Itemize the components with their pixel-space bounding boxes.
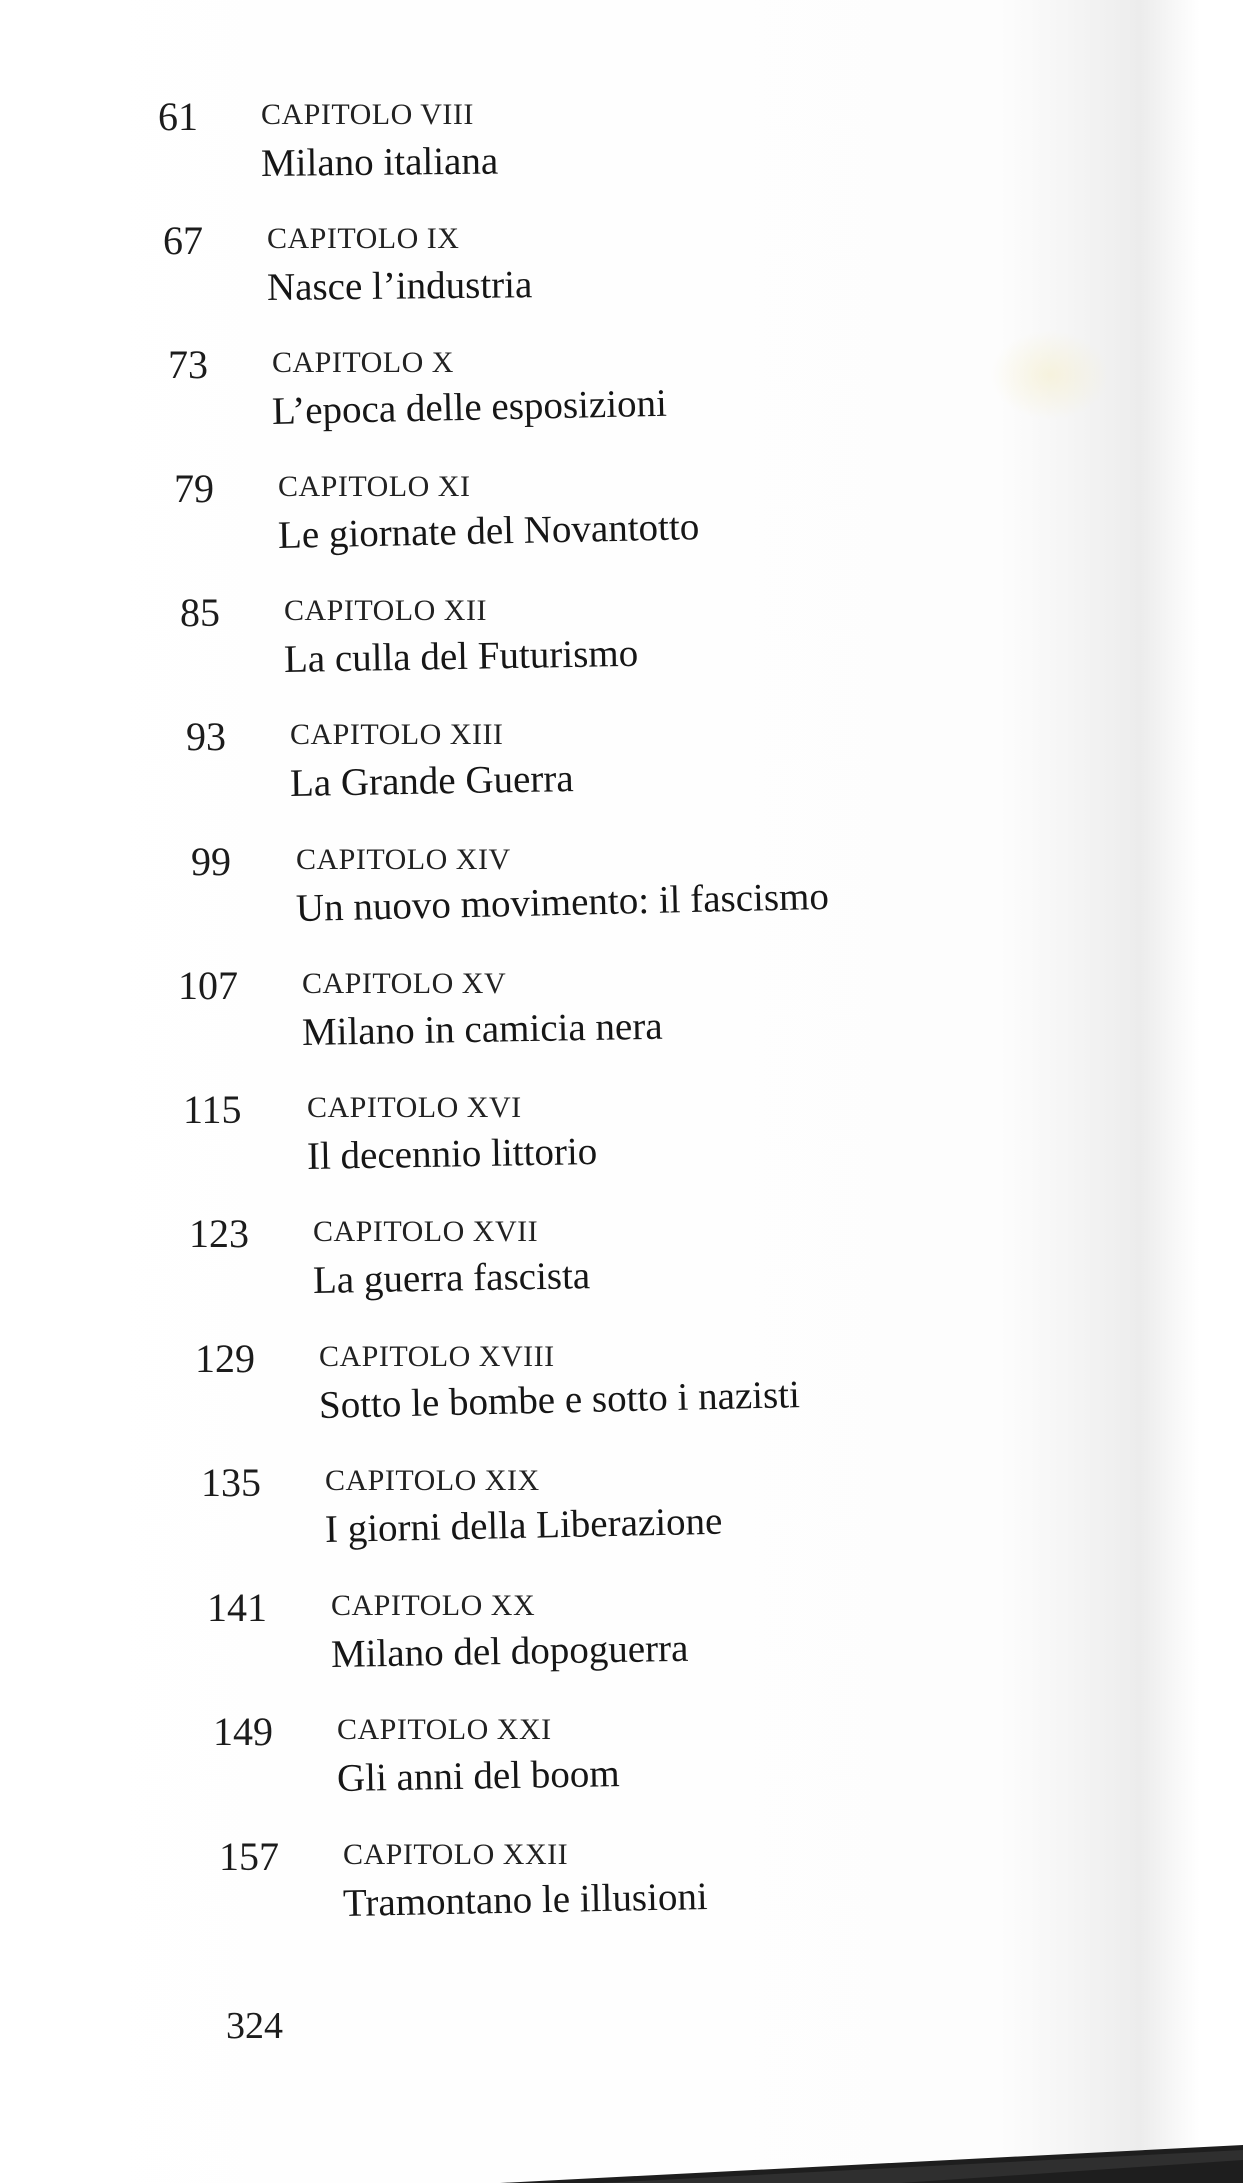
toc-chapter-title: Milano italiana (260, 139, 499, 185)
toc-page-number: 141 (207, 1585, 267, 1630)
toc-chapter-title: Milano del dopoguerra (330, 1626, 689, 1676)
toc-entry (178, 963, 1078, 1086)
toc-page-number: 85 (180, 590, 220, 635)
toc-page-number: 149 (213, 1709, 273, 1754)
toc-entry (158, 94, 1058, 217)
toc-page-number: 135 (201, 1460, 261, 1505)
toc-chapter-title: Il decennio littorio (306, 1129, 598, 1178)
toc-chapter-title: Milano in camicia nera (301, 1004, 663, 1054)
toc-chapter-label: CAPITOLO X (272, 346, 454, 379)
toc-entry (201, 1460, 1101, 1583)
toc-entry (189, 1211, 1089, 1334)
toc-chapter-title: La guerra fascista (312, 1254, 591, 1302)
toc-chapter-label: CAPITOLO XV (302, 967, 507, 1000)
toc-entry (207, 1585, 1107, 1708)
toc-chapter-label: CAPITOLO XVI (307, 1091, 522, 1124)
toc-chapter-label: CAPITOLO XX (331, 1589, 536, 1622)
toc-page-number: 61 (158, 94, 198, 139)
toc-chapter-title: Un nuovo movimento: il fascismo (295, 874, 830, 930)
toc-entry (191, 839, 1091, 962)
toc-chapter-title: Sotto le bombe e sotto i nazisti (318, 1373, 801, 1427)
toc-chapter-label: CAPITOLO XVII (313, 1215, 539, 1248)
toc-chapter-label: CAPITOLO XXI (337, 1713, 552, 1746)
toc-page-number: 73 (168, 342, 208, 387)
toc-entry (186, 714, 1086, 837)
toc-chapter-label: CAPITOLO XI (278, 470, 471, 503)
toc-chapter-label: CAPITOLO XIX (325, 1464, 540, 1497)
toc-entry (219, 1834, 1119, 1957)
toc-page-number: 123 (189, 1211, 249, 1256)
toc-chapter-label: CAPITOLO XIII (290, 718, 504, 751)
toc-chapter-label: CAPITOLO XXII (343, 1838, 569, 1871)
toc-chapter-label: CAPITOLO VIII (261, 98, 474, 131)
toc-page-number: 93 (186, 714, 226, 759)
toc-entry (174, 466, 1074, 589)
toc-entry (183, 1087, 1083, 1210)
toc-chapter-title: La Grande Guerra (289, 757, 574, 805)
toc-entry (168, 342, 1068, 465)
toc-chapter-label: CAPITOLO XII (284, 594, 487, 627)
toc-page-number: 79 (174, 466, 214, 511)
toc-chapter-title: La culla del Futurismo (283, 631, 639, 681)
toc-page-number: 107 (178, 963, 238, 1008)
toc-entry (195, 1336, 1095, 1459)
toc-page-number: 157 (219, 1834, 279, 1879)
toc-page-number: 115 (183, 1087, 242, 1132)
toc-chapter-title: Le giornate del Novantotto (277, 505, 700, 557)
page-number-folio: 324 (226, 2005, 283, 2047)
toc-page-number: 99 (191, 839, 231, 884)
toc-chapter-title: I giorni della Liberazione (324, 1499, 723, 1551)
toc-chapter-label: CAPITOLO XIV (296, 843, 511, 876)
toc-page-number: 129 (195, 1336, 255, 1381)
toc-entry (213, 1709, 1113, 1832)
toc-chapter-title: Gli anni del boom (336, 1752, 621, 1800)
toc-entry (163, 218, 1063, 341)
toc-chapter-title: Tramontano le illusioni (342, 1875, 709, 1925)
toc-page-number: 67 (163, 218, 203, 263)
toc-entry (180, 590, 1080, 713)
toc-chapter-title: Nasce l’industria (266, 263, 533, 309)
toc-chapter-title: L’epoca delle esposizioni (271, 381, 668, 433)
toc-chapter-label: CAPITOLO IX (267, 222, 460, 255)
toc-chapter-label: CAPITOLO XVIII (319, 1340, 555, 1373)
